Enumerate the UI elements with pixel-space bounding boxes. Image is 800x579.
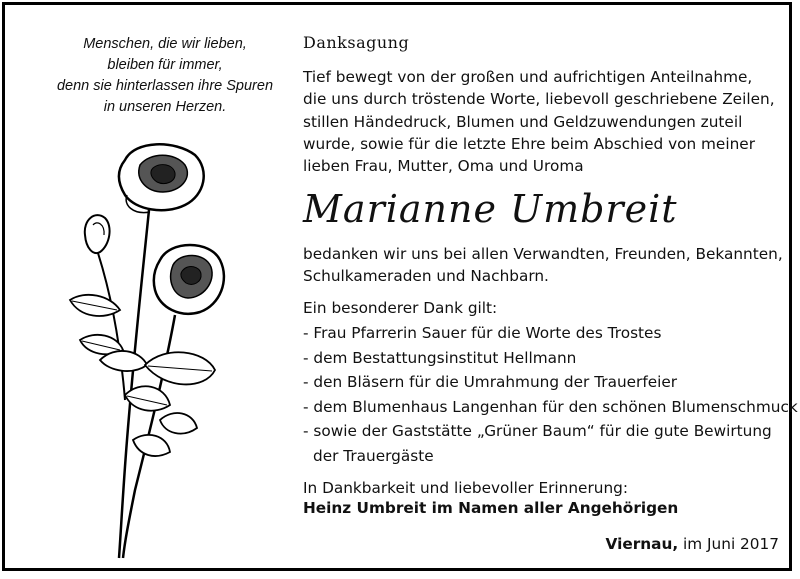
rose-illustration [55, 140, 230, 560]
list-item-continuation: der Trauergäste [313, 446, 434, 465]
closing-line: In Dankbarkeit und liebevoller Erinnerung: [303, 479, 628, 497]
intro-paragraph [303, 66, 775, 177]
thanks-line: bedanken wir uns bei allen Verwandten, Freunden, Bekannten, [303, 245, 783, 263]
rose-leaves [70, 295, 215, 456]
list-item: - dem Blumenhaus Langenhan für den schönen Blumenschmuck [303, 397, 798, 416]
list-item: - Frau Pfarrerin Sauer für die Worte des Trostes [303, 324, 662, 342]
list-item: - dem Bestattungsinstitut Hellmann [303, 348, 577, 367]
date: im Juni 2017 [683, 535, 779, 553]
intro-line: lieben Frau, Mutter, Oma und Uroma [303, 157, 584, 176]
special-thanks-list [303, 321, 798, 469]
quote-line: denn sie hinterlassen ihre Spuren [56, 78, 274, 94]
place: Viernau, [605, 535, 679, 553]
thanks-line: Schulkameraden und Nachbarn. [303, 267, 549, 286]
place-date [606, 535, 780, 553]
memorial-quote [40, 34, 290, 118]
quote-line: in unseren Herzen. [103, 99, 227, 115]
heading: Danksagung [303, 33, 410, 52]
signer: Heinz Umbreit im Namen aller Angehörigen [303, 499, 679, 517]
rose-bloom-top [119, 144, 204, 212]
intro-line: die uns durch tröstende Worte, liebevoll geschriebene Zeilen, [303, 90, 775, 109]
special-thanks-title: Ein besonderer Dank gilt: [303, 299, 498, 317]
list-item: - sowie der Gaststätte „Grüner Baum“ für die gute Bewirtung [303, 422, 772, 441]
quote-line: Menschen, die wir lieben, [83, 36, 247, 52]
intro-line: wurde, sowie für die letzte Ehre beim Abschied von meiner [303, 134, 755, 153]
thanks-paragraph [303, 243, 783, 288]
deceased-name: Marianne Umbreit [303, 187, 678, 231]
intro-line: stillen Händedruck, Blumen und Geldzuwendungen zuteil [303, 112, 743, 131]
rose-bloom-middle [154, 245, 224, 314]
intro-line: Tief bewegt von der großen und aufrichtigen Anteilnahme, [303, 68, 753, 86]
quote-line: bleiben für immer, [107, 57, 223, 73]
list-item: - den Bläsern für die Umrahmung der Trauerfeier [303, 373, 678, 392]
rose-bud [85, 215, 110, 253]
